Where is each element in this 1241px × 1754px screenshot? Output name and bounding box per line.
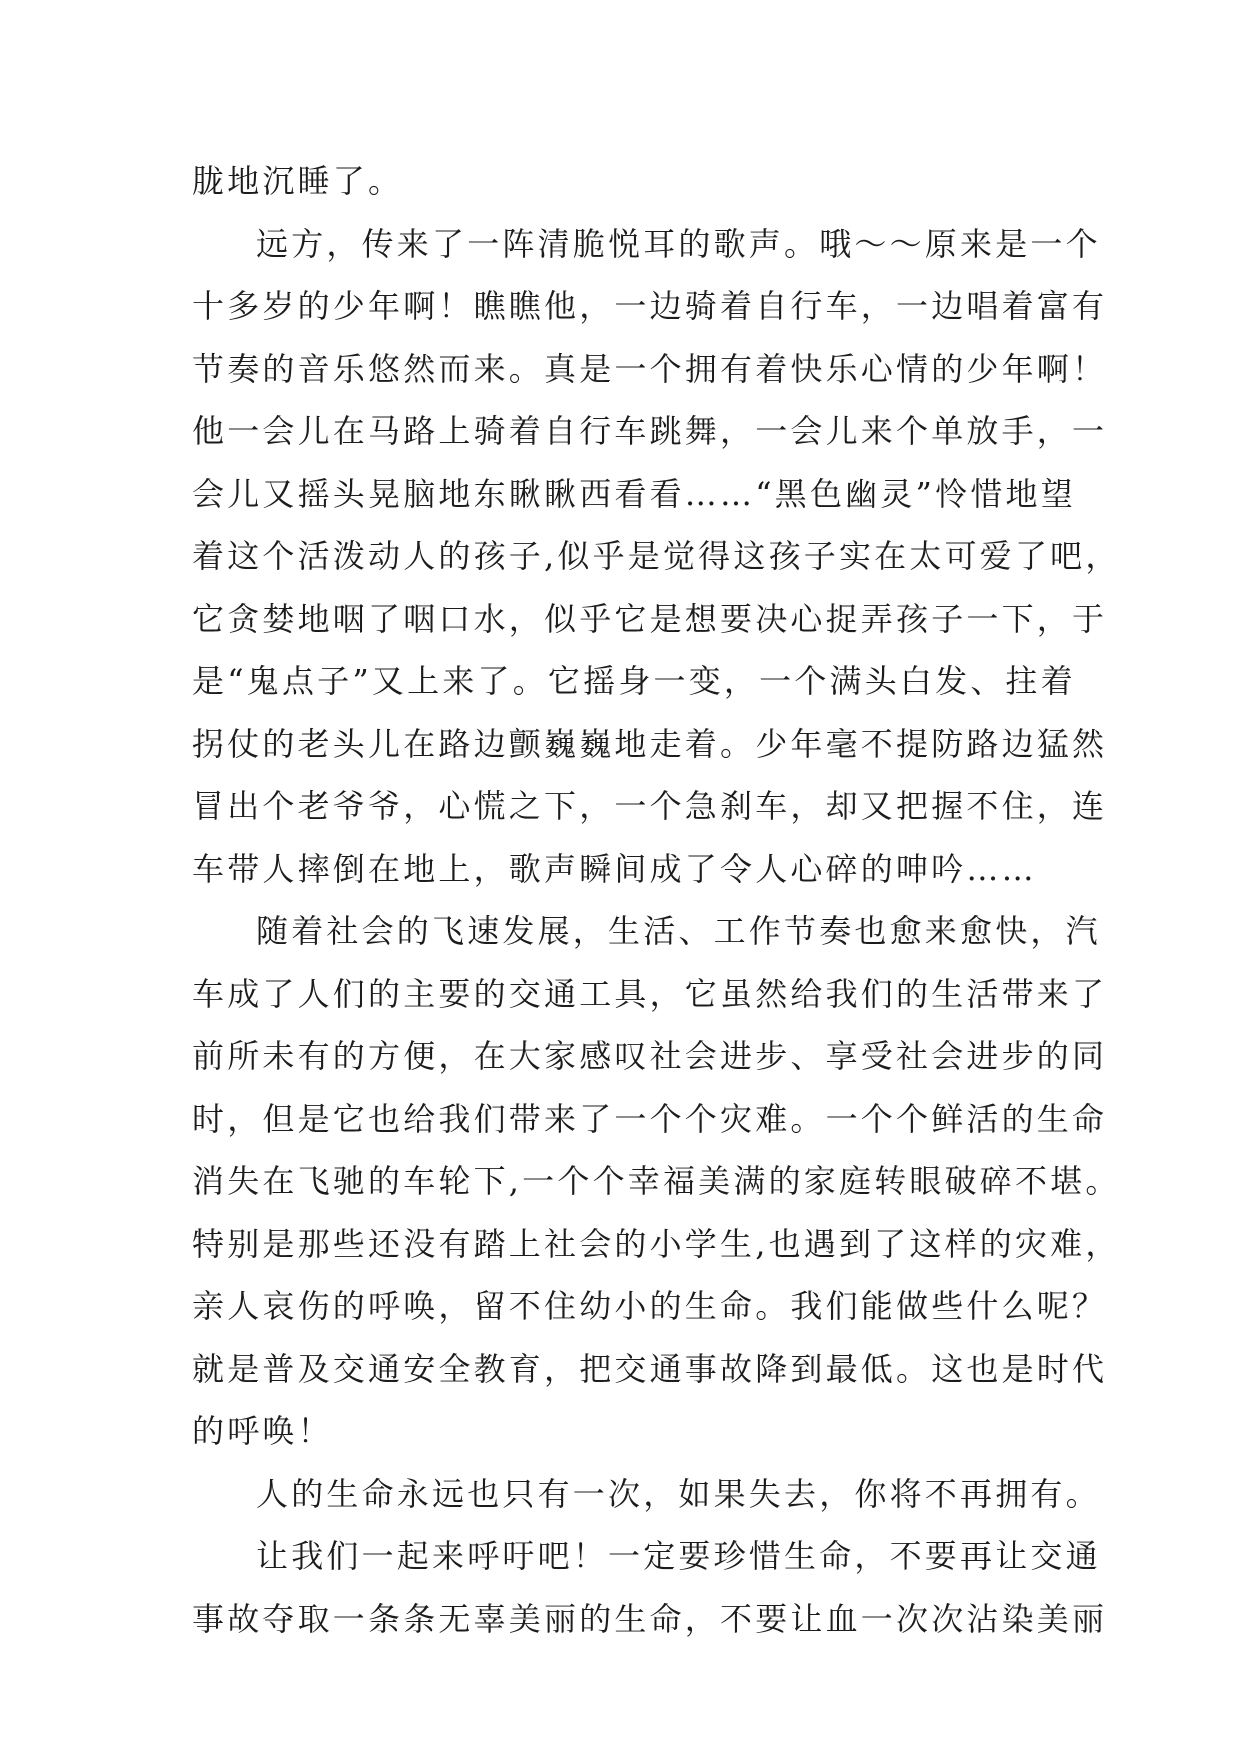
text-line: 时，但是它也给我们带来了一个个灾难。一个个鲜活的生命 bbox=[192, 1099, 1108, 1138]
text-line: 远方，传来了一阵清脆悦耳的歌声。哦～～原来是一个 bbox=[256, 224, 1101, 263]
text-line: 让我们一起来呼吁吧！一定要珍惜生命，不要再让交通 bbox=[256, 1537, 1101, 1575]
text-line: 拐仗的老头儿在路边颤巍巍地走着。少年毫不提防路边猛然 bbox=[192, 724, 1108, 763]
text-line: 特别是那些还没有踏上社会的小学生,也遇到了这样的灾难， bbox=[192, 1224, 1121, 1263]
text-line: 胧地沉睡了。 bbox=[192, 162, 404, 200]
text-line: 亲人哀伤的呼唤，留不住幼小的生命。我们能做些什么呢？ bbox=[192, 1287, 1108, 1325]
text-line: 他一会儿在马路上骑着自行车跳舞，一会儿来个单放手，一 bbox=[192, 412, 1108, 450]
text-line: 前所未有的方便，在大家感叹社会进步、享受社会进步的同 bbox=[192, 1037, 1108, 1075]
text-line: 车带人摔倒在地上，歌声瞬间成了令人心碎的呻吟…… bbox=[192, 849, 1037, 888]
text-line: 是“鬼点子”又上来了。它摇身一变，一个满头白发、拄着 bbox=[192, 662, 1076, 700]
text-line: 就是普及交通安全教育，把交通事故降到最低。这也是时代 bbox=[192, 1349, 1108, 1388]
text-line: 它贪婪地咽了咽口水，似乎它是想要决心捉弄孩子一下，于 bbox=[192, 599, 1108, 638]
text-line: 消失在飞驰的车轮下,一个个幸福美满的家庭转眼破碎不堪。 bbox=[192, 1162, 1121, 1200]
text-line: 车成了人们的主要的交通工具，它虽然给我们的生活带来了 bbox=[192, 974, 1108, 1013]
text-line: 事故夺取一条条无辜美丽的生命，不要让血一次次沾染美丽 bbox=[192, 1599, 1108, 1638]
text-line: 着这个活泼动人的孩子,似乎是觉得这孩子实在太可爱了吧， bbox=[192, 537, 1121, 575]
document-body bbox=[192, 150, 1121, 1650]
text-line: 冒出个老爷爷，心慌之下，一个急刹车，却又把握不住，连 bbox=[192, 787, 1108, 825]
text-line: 十多岁的少年啊！瞧瞧他，一边骑着自行车，一边唱着富有 bbox=[192, 287, 1108, 325]
text-line: 节奏的音乐悠然而来。真是一个拥有着快乐心情的少年啊！ bbox=[192, 349, 1108, 388]
text-line: 会儿又摇头晃脑地东瞅瞅西看看……“黑色幽灵”怜惜地望 bbox=[192, 474, 1076, 513]
text-line: 的呼唤！ bbox=[192, 1412, 333, 1450]
text-line: 人的生命永远也只有一次，如果失去，你将不再拥有。 bbox=[256, 1474, 1101, 1513]
text-line: 随着社会的飞速发展，生活、工作节奏也愈来愈快，汽 bbox=[256, 912, 1101, 950]
